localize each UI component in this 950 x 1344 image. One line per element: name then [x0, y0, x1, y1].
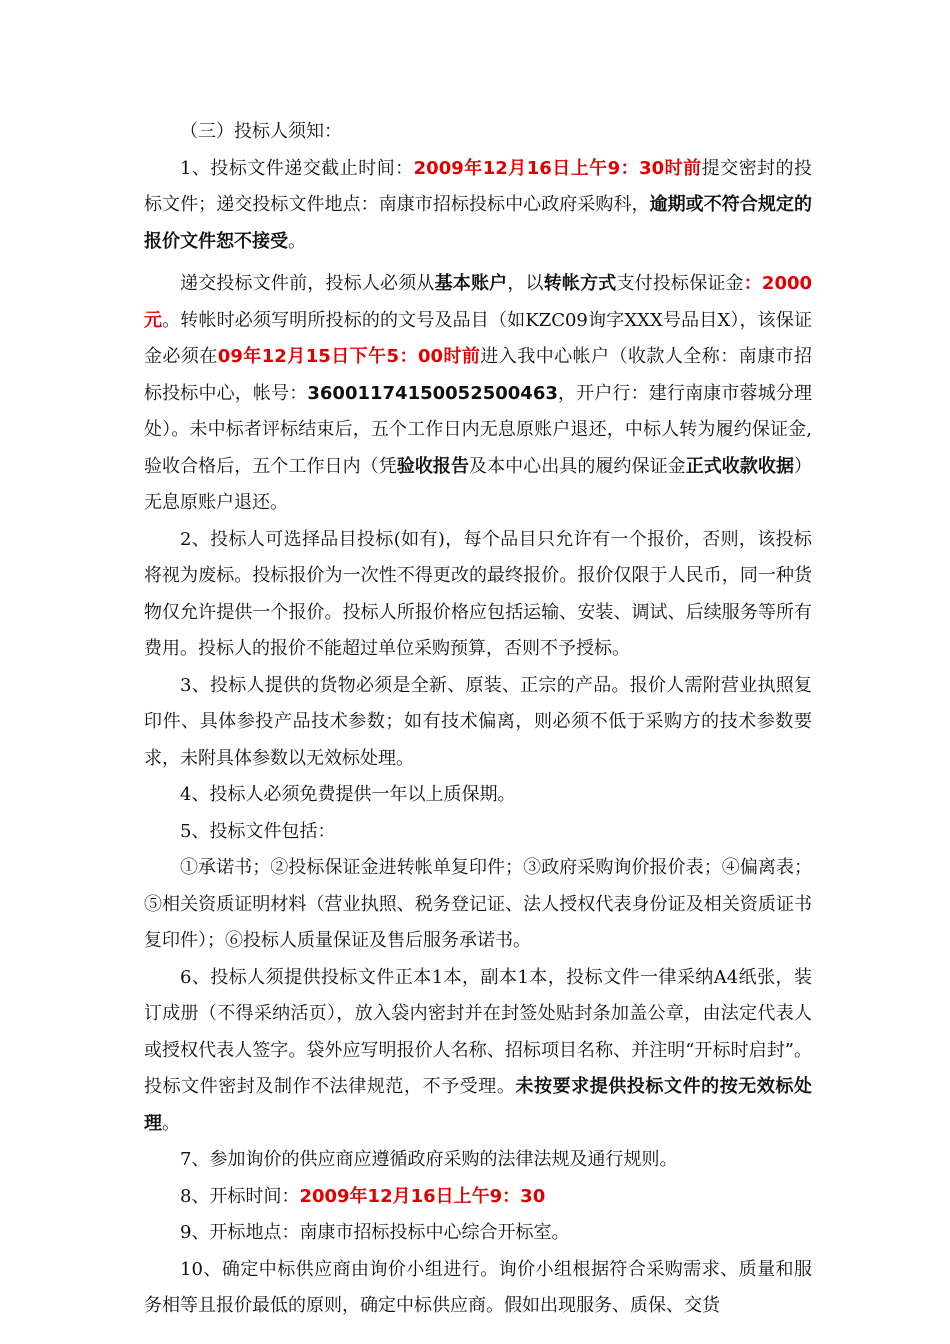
- text: 及本中心出具的履约保证金: [469, 455, 686, 477]
- paragraph-opening-place: 9、开标地点：南康市招标投标中心综合开标室。: [180, 1222, 570, 1243]
- paragraph-item-3: 3、投标人提供的货物必须是全新、原装、正宗的产品。报价人需附营业执照复印件、具体参投产品技术参数；如有技术偏离，则必须不低于采购方的技术参数要求，未附具体参数以无效标处理。: [144, 674, 812, 769]
- section-heading: （三）投标人须知：: [180, 121, 342, 142]
- text: ）无息原账户退还。: [144, 455, 813, 513]
- deposit-deadline: 09年12月15日下午5：00时前: [217, 346, 481, 367]
- rejection-notice: 逾期或不符合规定的报价文件恕不接受: [144, 194, 813, 252]
- text: 。: [162, 1112, 180, 1134]
- text: ，以: [507, 273, 544, 294]
- paragraph-file-list: ①承诺书；②投标保证金进转帐单复印件；③政府采购询价报价表；④偏离表；⑤相关资质证明材料（营业执照、税务登记证、法人授权代表身份证及相关资质证书复印件）；⑥投标人质量保证及售后服务承诺书。: [144, 857, 812, 951]
- text: 。转帐时必须写明所投标的的文号及品目（如KZC09询字XXX号品目X），该保证金必须在: [144, 309, 812, 367]
- deposit-amount: ：2000元: [144, 273, 813, 331]
- text: 进入我中心帐户（收款人全称：南康市招标投标中心，帐号：: [144, 346, 812, 404]
- text: 1、投标文件递交截止时间：: [180, 157, 414, 179]
- account-number: 36001174150052500463: [307, 382, 558, 404]
- text: 。: [288, 230, 306, 252]
- acceptance-report: 验收报告: [396, 455, 470, 477]
- basic-account: 基本账户: [434, 273, 508, 294]
- text: 6、投标人须提供投标文件正本1本，副本1本，投标文件一律采纳A4纸张，装订成册（不得采纳活页），放入袋内密封并在封签处贴封条加盖公章，由法定代表人或授权代表人签字。袋外应写明报价人名称、招标项目名称、并注明“开标时启封”。投标文件密封及制作不法律规范，不予受理。: [144, 966, 812, 1097]
- opening-time: 2009年12月16日上午9：30: [299, 1185, 546, 1207]
- text: 8、开标时间：: [180, 1185, 300, 1207]
- transfer-method: 转帐方式: [543, 273, 617, 294]
- paragraph-opening-time: [144, 1179, 812, 1216]
- text: 支付投标保证金: [616, 273, 744, 294]
- paragraph-item-7: 7、参加询价的供应商应遵循政府采购的法律法规及通行规则。: [180, 1149, 678, 1170]
- deadline-time: 2009年12月16日上午9：30时前: [413, 157, 702, 179]
- paragraph-item-2: 2、投标人可选择品目投标(如有)，每个品目只允许有一个报价，否则，该投标将视为废标。投标报价为一次性不得更改的最终报价。报价仅限于人民币，同一种货物仅允许提供一个报价。投标人所报价格应包括运输、安装、调试、后续服务等所有费用。投标人的报价不能超过单位采购预算，否则不予授标。: [144, 528, 812, 659]
- document-body: [144, 114, 812, 1325]
- text: 提交密封的投标文件；递交投标文件地点：南康市招标投标中心政府采购科，: [144, 157, 813, 215]
- paragraph-item-4: 4、投标人必须免费提供一年以上质保期。: [180, 784, 516, 805]
- text: 递交投标文件前，投标人必须从: [180, 273, 435, 294]
- official-receipt: 正式收款收据: [685, 455, 795, 477]
- paragraph-item-5: 5、投标文件包括：: [180, 820, 336, 842]
- paragraph-item-10: 10、确定中标供应商由询价小组进行。询价小组根据符合采购需求、质量和服务相等且报价最低的原则，确定中标供应商。假如出现服务、质保、交货: [144, 1258, 812, 1316]
- paragraph-item-6: [144, 960, 812, 1143]
- text: ，开户行：建行南康市蓉城分理处）。未中标者评标结束后，五个工作日内无息原账户退还，中标人转为履约保证金,验收合格后，五个工作日内（凭: [144, 382, 813, 477]
- paragraph-deposit: [144, 266, 812, 522]
- paragraph-deadline: [144, 151, 812, 261]
- invalid-bid-notice: 未按要求提供投标文件的按无效标处理: [144, 1076, 813, 1134]
